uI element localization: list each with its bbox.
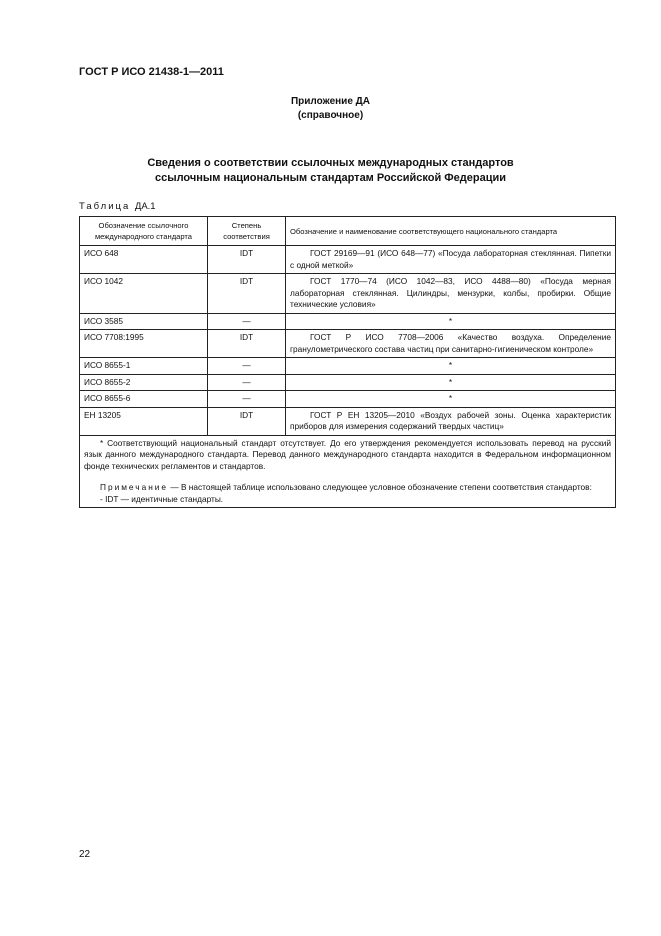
note: [84, 482, 611, 494]
table-row: [80, 374, 616, 391]
document-code: ГОСТ Р ИСО 21438-1—2011: [79, 66, 224, 78]
header-degree: Степень соответствия: [208, 217, 286, 246]
section-heading-line-1: Сведения о соответствии ссылочных международных стандартов: [147, 157, 514, 169]
degree-cell: IDT: [208, 246, 286, 274]
national-standard-cell: ГОСТ Р ИСО 7708—2006 «Качество воздуха. Определение гранулометрического состава частиц при санитарно-гигиеническом контроле»: [286, 330, 616, 358]
table-row: [80, 246, 616, 274]
table-row: [80, 313, 616, 330]
international-standard-cell: ИСО 8655-1: [80, 358, 208, 375]
appendix-title: Приложение ДА: [290, 96, 371, 107]
degree-cell: IDT: [208, 330, 286, 358]
table-caption: [79, 201, 156, 212]
national-standard-cell: ГОСТ Р ЕН 13205—2010 «Воздух рабочей зоны. Оценка характеристик приборов для измерения содержаний твердых частиц»: [286, 407, 616, 435]
degree-cell: —: [208, 358, 286, 375]
table-notes-row: [80, 435, 616, 508]
national-standard-cell: *: [286, 391, 616, 408]
note-item: - IDT — идентичные стандарты.: [100, 493, 224, 504]
appendix-subtitle: (справочное): [297, 110, 364, 121]
note-text: — В настоящей таблице использовано следующее условное обозначение степени соответствия стандартов:: [168, 482, 592, 492]
international-standard-cell: ЕН 13205: [80, 407, 208, 435]
table-row: [80, 330, 616, 358]
page-number: 22: [79, 849, 91, 860]
international-standard-cell: ИСО 8655-6: [80, 391, 208, 408]
degree-cell: IDT: [208, 274, 286, 314]
header-international-standard: Обозначение ссылочного международного стандарта: [80, 217, 208, 246]
international-standard-cell: ИСО 7708:1995: [80, 330, 208, 358]
table-row: [80, 358, 616, 375]
degree-cell: —: [208, 313, 286, 330]
national-standard-cell: *: [286, 374, 616, 391]
national-standard-cell: *: [286, 313, 616, 330]
degree-cell: —: [208, 391, 286, 408]
table-notes: [80, 435, 616, 508]
section-heading-line-2: ссылочным национальным стандартам Российской Федерации: [154, 172, 507, 184]
international-standard-cell: ИСО 3585: [80, 313, 208, 330]
national-standard-cell: ГОСТ 1770—74 (ИСО 1042—83, ИСО 4488—80) «Посуда мерная лабораторная стеклянная. Цилиндры, мензурки, колбы, пробирки. Общие технические условия»: [286, 274, 616, 314]
table-caption-number: ДА.1: [134, 201, 156, 212]
header-national-standard: Обозначение и наименование соответствующего национального стандарта: [286, 217, 616, 246]
table-row: [80, 407, 616, 435]
section-heading: [0, 156, 661, 186]
footnote: * Соответствующий национальный стандарт отсутствует. До его утверждения рекомендуется использовать перевод на русский язык данного международного стандарта. Перевод данного международного стандарта находится в Федеральном информационном фонде технических регламентов и стандартов.: [84, 437, 611, 471]
international-standard-cell: ИСО 8655-2: [80, 374, 208, 391]
national-standard-cell: ГОСТ 29169—91 (ИСО 648—77) «Посуда лабораторная стеклянная. Пипетки с одной меткой»: [286, 246, 616, 274]
table-caption-label: Таблица: [79, 201, 131, 212]
note-label: Примечание: [100, 482, 169, 492]
table-header-row: [80, 217, 616, 246]
correspondence-table: [79, 216, 616, 508]
appendix-heading: [0, 95, 661, 123]
degree-cell: IDT: [208, 407, 286, 435]
degree-cell: —: [208, 374, 286, 391]
table-row: [80, 391, 616, 408]
table-row: [80, 274, 616, 314]
international-standard-cell: ИСО 1042: [80, 274, 208, 314]
international-standard-cell: ИСО 648: [80, 246, 208, 274]
national-standard-cell: *: [286, 358, 616, 375]
